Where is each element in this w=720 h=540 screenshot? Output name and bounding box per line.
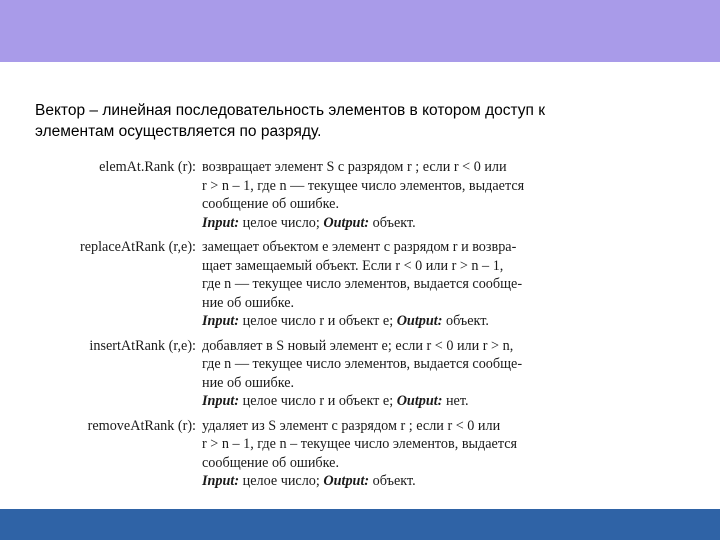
operation-signature: insertAtRank (r,e): (89, 337, 196, 354)
input-label: Input: (202, 313, 240, 329)
output-text: объект. (372, 214, 416, 231)
operation-remove-at-rank (44, 417, 584, 491)
operation-insert-at-rank (44, 337, 584, 411)
description-line: замещает объектом e элемент с разрядом r и возвра- (202, 239, 517, 255)
output-label: Output: (396, 393, 443, 409)
description-line: где n — текущее число элементов, выдается сообще- (202, 356, 523, 372)
input-label: Input: (202, 473, 240, 489)
description-line: где n — текущее число элементов, выдается сообще- (202, 276, 523, 292)
description-line: добавляет в S новый элемент e; если r < 0 или r > n, (202, 337, 514, 354)
description-line: r > n – 1, где n – текущее число элементов, выдается (202, 436, 518, 452)
operation-signature: replaceAtRank (r,e): (79, 239, 196, 255)
output-label: Output: (323, 473, 370, 489)
intro-line: элементам осуществляется по разряду. (35, 123, 322, 140)
operation-description (202, 158, 584, 232)
description-line: удаляет из S элемент с разрядом r ; если r < 0 или (202, 417, 501, 434)
operation-description (202, 238, 584, 331)
operation-description (202, 417, 584, 491)
header-band (0, 0, 720, 62)
input-output-line (202, 472, 584, 491)
input-text: целое число; (242, 214, 320, 231)
input-label: Input: (202, 214, 240, 231)
input-text: целое число; (242, 473, 320, 489)
description-line: ние об ошибке. (202, 294, 295, 311)
description-line: щает замещаемый объект. Если r < 0 или r > n – 1, (202, 257, 504, 274)
description-line: сообщение об ошибке. (202, 196, 340, 212)
description-line: ние об ошибке. (202, 374, 295, 391)
operation-signature: removeAtRank (r): (87, 417, 196, 434)
operation-elem-at-rank (44, 158, 584, 232)
operation-description (202, 337, 584, 411)
output-text: объект. (445, 313, 489, 329)
intro-line: Вектор – линейная последовательность элементов в котором доступ к (35, 102, 545, 119)
output-label: Output: (323, 214, 370, 231)
footer-band (0, 509, 720, 540)
input-output-line (202, 392, 584, 411)
output-text: нет. (445, 393, 469, 409)
description-line: возвращает элемент S с разрядом r ; если r < 0 или (202, 159, 507, 175)
intro-text (35, 100, 695, 142)
output-label: Output: (396, 313, 443, 329)
description-line: сообщение об ошибке. (202, 454, 340, 471)
operation-replace-at-rank (44, 238, 584, 331)
input-output-line (202, 312, 584, 331)
input-label: Input: (202, 393, 240, 409)
input-output-line (202, 214, 584, 233)
input-text: целое число r и объект e; (242, 393, 394, 409)
output-text: объект. (372, 473, 416, 489)
description-line: r > n – 1, где n — текущее число элементов, выдается (202, 177, 525, 194)
operation-signature: elemAt.Rank (r): (99, 159, 196, 175)
operations-list (44, 158, 584, 497)
input-text: целое число r и объект e; (242, 313, 394, 329)
